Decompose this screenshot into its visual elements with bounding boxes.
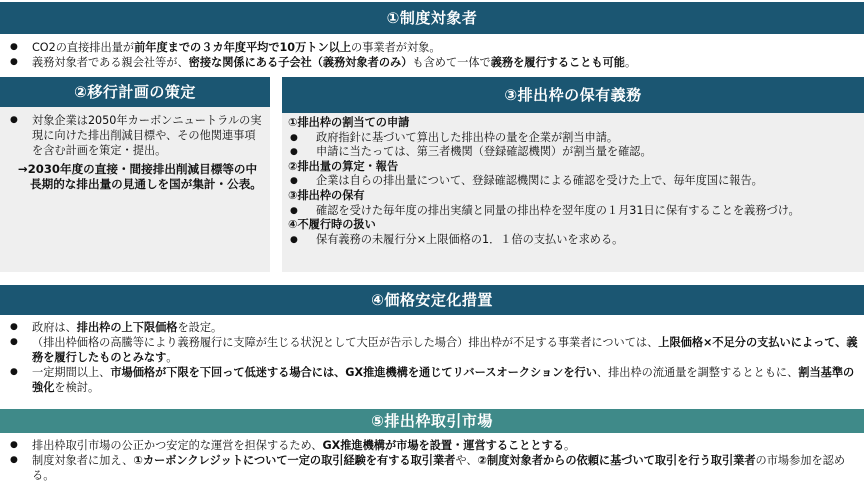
subheading: ①排出枠の割当ての申請 [288,116,410,129]
list-item: ● 義務対象者である親会社等が、密接な関係にある子会社（義務対象者のみ）も含めて一体で義務を履行することも可能。 [6,55,858,70]
list-item: ● （排出枠価格の高騰等により義務履行に支障が生じる状況として大臣が告示した場合）排出枠が不足する事業者については、上限価格×不足分の支払いによって、義務を履行したものとみなす。 [6,335,858,365]
section-2-body [6,113,264,192]
list-item: ● 政府指針に基づいて算出した排出枠の量を企業が割当申請。 [288,131,860,146]
list-item: ● 一定期間以上、市場価格が下限を下回って低迷する場合には、GX推進機構を通じてリバースオークションを行い、排出枠の流通量を調整するとともに、割当基準の強化を検討。 [6,365,858,395]
section-4-header [0,285,864,315]
subheading: ③排出枠の保有 [288,188,365,202]
section-3-header [282,77,864,113]
arrow-note: →2030年度の直接・間接排出削減目標等の中長期的な排出量の見通しを国が集計・公表。 [18,162,262,191]
list-item: ● 保有義務の未履行分×上限価格の1．１倍の支払いを求める。 [288,233,860,248]
section-2-title: ②移行計画の策定 [74,82,196,101]
subheading: ②排出量の算定・報告 [288,159,399,173]
section-2-header [0,77,270,107]
section-5-body [6,438,858,483]
section-4-title: ④価格安定化措置 [371,290,493,309]
subheading: ④不履行時の扱い [288,218,376,232]
section-1-header [0,2,864,34]
section-3-body [288,116,860,247]
section-4-body [6,320,858,395]
section-1-title: ①制度対象者 [386,8,478,27]
list-item: ● 確認を受けた毎年度の排出実績と同量の排出枠を翌年度の１月31日に保有することを義務づけ。 [288,204,860,219]
section-5-title: ⑤排出枠取引市場 [371,411,493,430]
list-item: ● 対象企業は2050年カーボンニュートラルの実現に向けた排出削減目標や、その他関連事項を含む計画を策定・提出。 [6,113,264,158]
list-item: ● 排出枠取引市場の公正かつ安定的な運営を担保するため、GX推進機構が市場を設置・運営することとする。 [6,438,858,453]
section-5-header [0,409,864,433]
list-item: ● 制度対象者に加え、①カーボンクレジットについて一定の取引経験を有する取引業者や、②制度対象者からの依頼に基づいて取引を行う取引業者の市場参加を認める。 [6,453,858,483]
list-item: ● 政府は、排出枠の上下限価格を設定。 [6,320,858,335]
section-3-title: ③排出枠の保有義務 [504,85,642,104]
list-item: ● CO2の直接排出量が前年度までの３カ年度平均で10万トン以上の事業者が対象。 [6,40,858,55]
list-item: ● 申請に当たっては、第三者機関（登録確認機関）が割当量を確認。 [288,145,860,160]
section-1-body [6,40,858,70]
list-item: ● 企業は自らの排出量について、登録確認機関による確認を受けた上で、毎年度国に報告。 [288,174,860,189]
